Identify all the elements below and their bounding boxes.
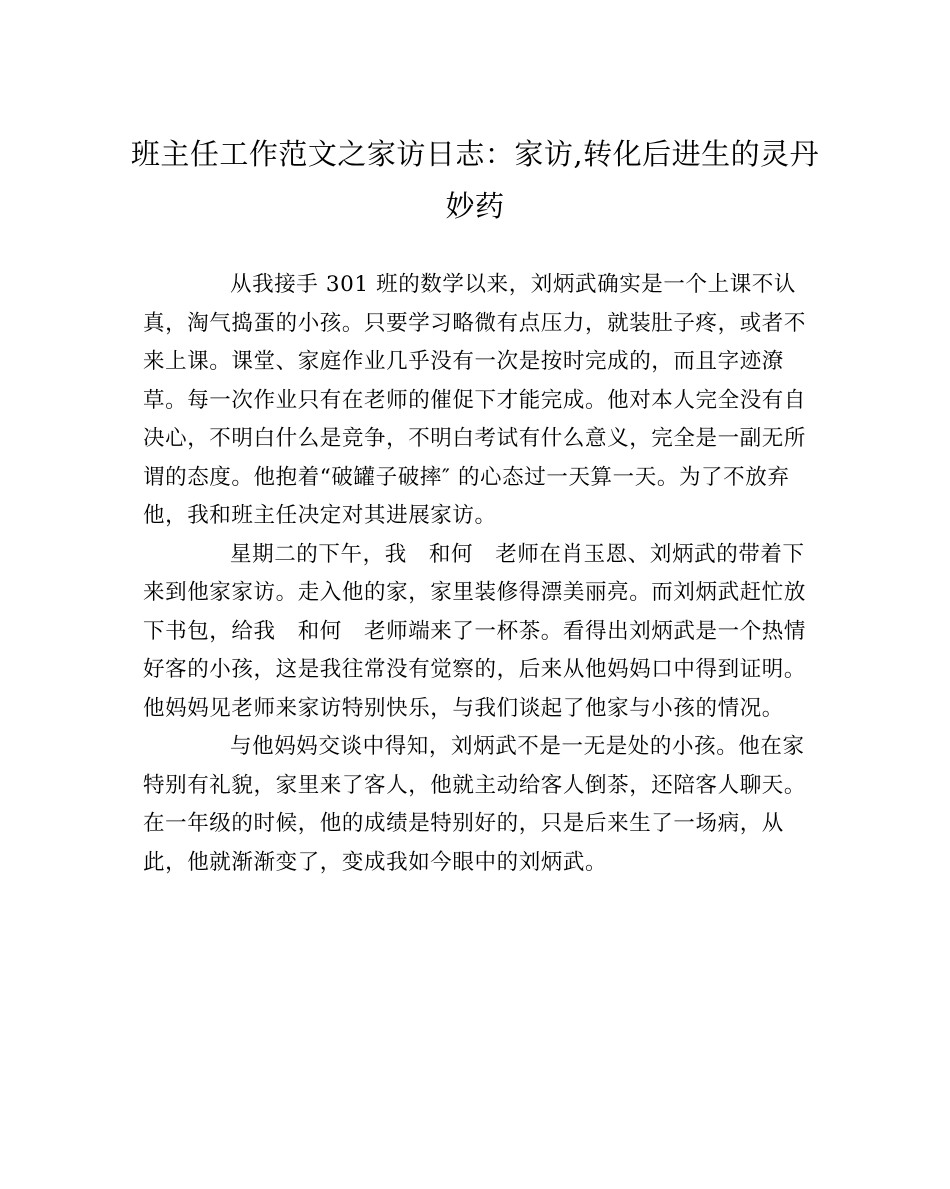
- paragraph-line: 来上课。课堂、家庭作业几乎没有一次是按时完成的，而且字迹潦: [143, 349, 784, 374]
- paragraph-line: 好客的小孩，这是我往常没有觉察的，后来从他妈妈口中得到证明。: [143, 657, 807, 682]
- paragraph-line: 谓的态度。他抱着“破罐子破摔″ 的心态过一天算一天。为了不放弃: [143, 464, 790, 490]
- paragraph-line: 此，他就渐渐变了，变成我如今眼中的刘炳武。: [143, 849, 608, 875]
- document-title: [130, 128, 820, 232]
- paragraph-line: 在一年级的时候，他的成绩是特别好的，只是后来生了一场病，从: [143, 811, 784, 836]
- paragraph-line: 与他妈妈交谈中得知，刘炳武不是一无是处的小孩。他在家: [230, 734, 805, 759]
- paragraph-line: 决心，不明白什么是竞争，不明白考试有什么意义，完全是一副无所: [143, 426, 807, 451]
- paragraph-line: 他，我和班主任决定对其进展家访。: [143, 503, 497, 528]
- title-line-2: 妙药: [445, 189, 505, 223]
- title-line-1: 班主任工作范文之家访日志：家访,转化后进生的灵丹: [130, 137, 820, 171]
- paragraph-1: [143, 266, 807, 536]
- paragraph-line: 真，淘气捣蛋的小孩。只要学习略微有点压力，就装肚子疼，或者不: [143, 310, 807, 336]
- paragraph-line: 星期二的下午，我 和何 老师在肖玉恩、刘炳武的带着下: [230, 541, 805, 567]
- paragraph-line: 他妈妈见老师来家访特别快乐，与我们谈起了他家与小孩的情况。: [143, 695, 784, 721]
- paragraph-line: 特别有礼貌，家里来了客人，他就主动给客人倒茶，还陪客人聊天。: [143, 772, 807, 798]
- paragraph-line: 草。每一次作业只有在老师的催促下才能完成。他对本人完全没有自: [143, 387, 807, 413]
- document-body: [143, 266, 807, 882]
- paragraph-line: 下书包，给我 和何 老师端来了一杯茶。看得出刘炳武是一个热情: [143, 618, 807, 644]
- paragraph-line: 从我接手 301 班的数学以来，刘炳武确实是一个上课不认: [230, 272, 797, 297]
- paragraph-line: 来到他家家访。走入他的家，家里装修得漂美丽亮。而刘炳武赶忙放: [143, 580, 807, 605]
- paragraph-3: [143, 728, 807, 882]
- paragraph-2: [143, 536, 807, 729]
